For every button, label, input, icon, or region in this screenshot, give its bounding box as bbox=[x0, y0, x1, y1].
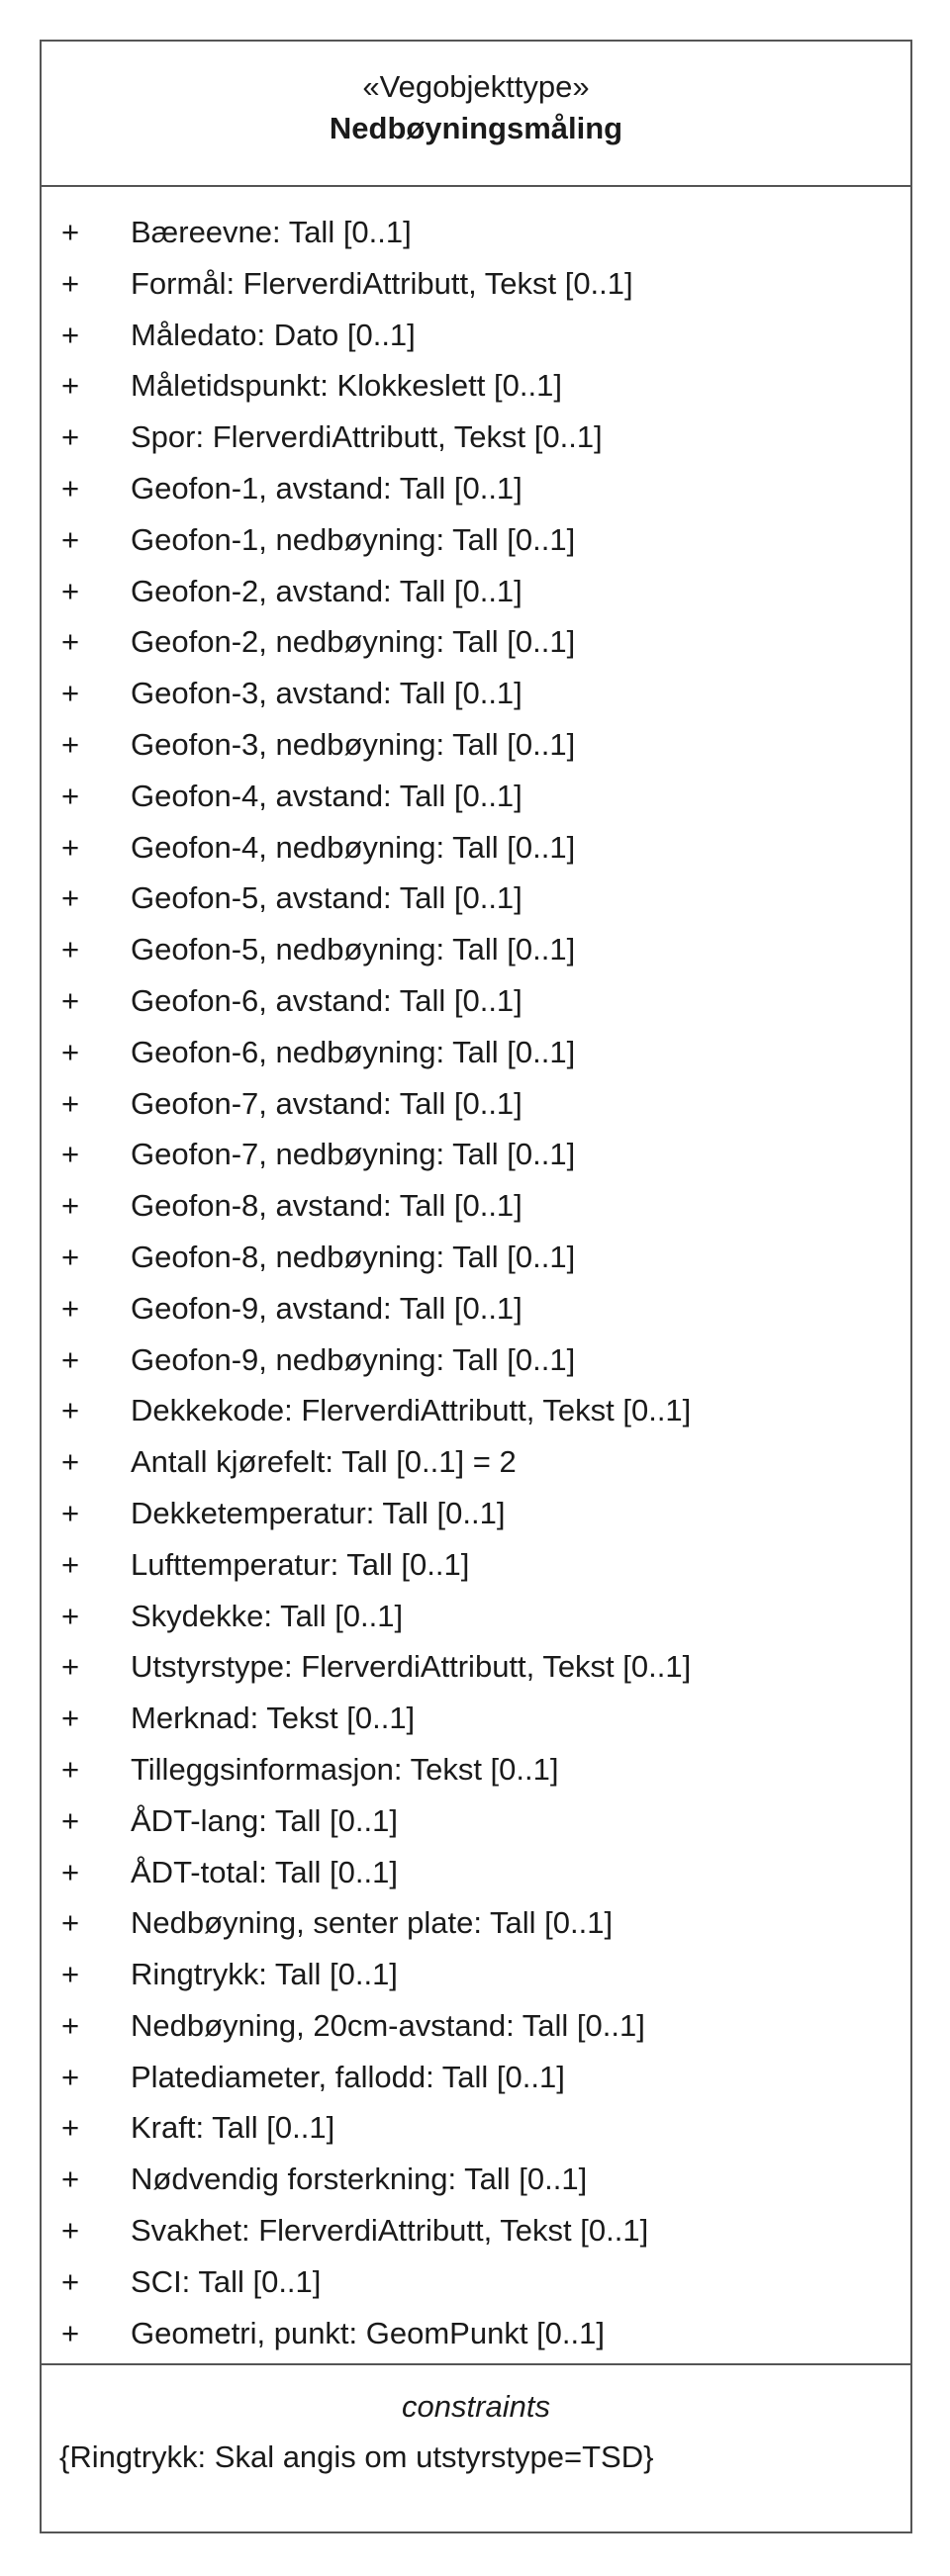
attribute-row bbox=[42, 1232, 910, 1283]
attribute-text: Geofon-5, nedbøyning: Tall [0..1] bbox=[131, 932, 576, 967]
attribute-text: SCI: Tall [0..1] bbox=[131, 2263, 322, 2299]
attribute-visibility: + bbox=[61, 1188, 80, 1224]
attribute-row bbox=[42, 1949, 910, 2000]
class-name: Nedbøyningsmåling bbox=[329, 111, 623, 145]
attribute-text: Geofon-9, avstand: Tall [0..1] bbox=[131, 1290, 522, 1326]
attributes-compartment bbox=[42, 187, 910, 2365]
attribute-row bbox=[42, 2256, 910, 2308]
attribute-row bbox=[42, 1744, 910, 1795]
attribute-row bbox=[42, 1385, 910, 1436]
attribute-visibility: + bbox=[61, 1495, 80, 1530]
attribute-text: Geofon-4, avstand: Tall [0..1] bbox=[131, 778, 522, 813]
attribute-row bbox=[42, 2205, 910, 2256]
attribute-text: Dekketemperatur: Tall [0..1] bbox=[131, 1495, 506, 1530]
attribute-text: Geofon-3, nedbøyning: Tall [0..1] bbox=[131, 726, 576, 762]
attribute-visibility: + bbox=[61, 573, 80, 608]
constraint-item: {Ringtrykk: Skal angis om utstyrstype=TSD} bbox=[59, 2439, 654, 2474]
attribute-row bbox=[42, 463, 910, 514]
attribute-text: Måledato: Dato [0..1] bbox=[131, 317, 416, 352]
attribute-visibility: + bbox=[61, 1085, 80, 1121]
attribute-text: Nedbøyning, 20cm-avstand: Tall [0..1] bbox=[131, 2007, 645, 2043]
attribute-visibility: + bbox=[61, 2213, 80, 2249]
attribute-visibility: + bbox=[61, 932, 80, 967]
attribute-visibility: + bbox=[61, 1239, 80, 1274]
attribute-text: Kraft: Tall [0..1] bbox=[131, 2110, 335, 2146]
attribute-text: Geofon-1, avstand: Tall [0..1] bbox=[131, 470, 522, 506]
attribute-row bbox=[42, 207, 910, 258]
attribute-row bbox=[42, 310, 910, 361]
class-stereotype: «Vegobjekttype» bbox=[362, 69, 590, 104]
attribute-visibility: + bbox=[61, 2110, 80, 2146]
attribute-visibility: + bbox=[61, 1546, 80, 1582]
attribute-visibility: + bbox=[61, 1649, 80, 1685]
attribute-text: Geofon-7, nedbøyning: Tall [0..1] bbox=[131, 1137, 576, 1172]
attribute-text: Måletidspunkt: Klokkeslett [0..1] bbox=[131, 368, 562, 404]
attribute-visibility: + bbox=[61, 1701, 80, 1736]
attribute-text: Geofon-6, nedbøyning: Tall [0..1] bbox=[131, 1034, 576, 1069]
attribute-text: Platediameter, fallodd: Tall [0..1] bbox=[131, 2059, 565, 2094]
attribute-row bbox=[42, 1078, 910, 1130]
class-header bbox=[42, 42, 910, 187]
attribute-visibility: + bbox=[61, 1034, 80, 1069]
attribute-text: Geofon-8, avstand: Tall [0..1] bbox=[131, 1188, 522, 1224]
attribute-visibility: + bbox=[61, 624, 80, 660]
attribute-visibility: + bbox=[61, 2162, 80, 2197]
constraints-compartment bbox=[42, 2365, 910, 2531]
attribute-text: Geofon-5, avstand: Tall [0..1] bbox=[131, 880, 522, 916]
attribute-visibility: + bbox=[61, 1137, 80, 1172]
attribute-row bbox=[42, 1027, 910, 1078]
attribute-row bbox=[42, 771, 910, 822]
attribute-text: ÅDT-total: Tall [0..1] bbox=[131, 1854, 398, 1889]
attribute-visibility: + bbox=[61, 2263, 80, 2299]
attribute-row bbox=[42, 258, 910, 310]
attribute-text: Geofon-4, nedbøyning: Tall [0..1] bbox=[131, 829, 576, 865]
attribute-visibility: + bbox=[61, 419, 80, 455]
attribute-text: Formål: FlerverdiAttributt, Tekst [0..1] bbox=[131, 265, 633, 301]
attribute-row bbox=[42, 616, 910, 668]
attribute-visibility: + bbox=[61, 2059, 80, 2094]
attribute-row bbox=[42, 1180, 910, 1232]
attribute-text: Geofon-7, avstand: Tall [0..1] bbox=[131, 1085, 522, 1121]
attribute-visibility: + bbox=[61, 2315, 80, 2350]
attribute-visibility: + bbox=[61, 726, 80, 762]
attribute-text: Geofon-1, nedbøyning: Tall [0..1] bbox=[131, 521, 576, 557]
attribute-visibility: + bbox=[61, 470, 80, 506]
attribute-row bbox=[42, 1283, 910, 1334]
attribute-text: Tilleggsinformasjon: Tekst [0..1] bbox=[131, 1751, 559, 1787]
attribute-row bbox=[42, 2308, 910, 2359]
attribute-text: Ringtrykk: Tall [0..1] bbox=[131, 1957, 398, 1992]
attribute-row bbox=[42, 2052, 910, 2103]
attribute-visibility: + bbox=[61, 1444, 80, 1480]
attribute-row bbox=[42, 1897, 910, 1949]
attribute-visibility: + bbox=[61, 778, 80, 813]
attribute-text: Merknad: Tekst [0..1] bbox=[131, 1701, 416, 1736]
attribute-row bbox=[42, 412, 910, 463]
attribute-visibility: + bbox=[61, 317, 80, 352]
attribute-visibility: + bbox=[61, 880, 80, 916]
attribute-row bbox=[42, 2000, 910, 2052]
attribute-row bbox=[42, 719, 910, 771]
attribute-text: Antall kjørefelt: Tall [0..1] = 2 bbox=[131, 1444, 517, 1480]
attribute-row bbox=[42, 1488, 910, 1539]
attribute-text: Nødvendig forsterkning: Tall [0..1] bbox=[131, 2162, 588, 2197]
attribute-row bbox=[42, 1795, 910, 1847]
attribute-text: Geofon-2, avstand: Tall [0..1] bbox=[131, 573, 522, 608]
attribute-row bbox=[42, 873, 910, 924]
attribute-row bbox=[42, 1693, 910, 1744]
attribute-visibility: + bbox=[61, 368, 80, 404]
attribute-row bbox=[42, 2154, 910, 2205]
attribute-row bbox=[42, 1591, 910, 1642]
attribute-row bbox=[42, 1847, 910, 1898]
attribute-row bbox=[42, 924, 910, 975]
attribute-text: Geofon-9, nedbøyning: Tall [0..1] bbox=[131, 1341, 576, 1377]
attribute-text: Geofon-2, nedbøyning: Tall [0..1] bbox=[131, 624, 576, 660]
attribute-visibility: + bbox=[61, 1802, 80, 1838]
attribute-visibility: + bbox=[61, 1341, 80, 1377]
attribute-text: Bæreevne: Tall [0..1] bbox=[131, 215, 412, 249]
attribute-row bbox=[42, 1539, 910, 1591]
attribute-text: Geofon-8, nedbøyning: Tall [0..1] bbox=[131, 1239, 576, 1274]
attribute-row bbox=[42, 1436, 910, 1488]
attribute-visibility: + bbox=[61, 1751, 80, 1787]
constraint-list bbox=[42, 2433, 910, 2482]
attribute-row bbox=[42, 1641, 910, 1693]
attribute-row bbox=[42, 975, 910, 1027]
attribute-visibility: + bbox=[61, 1957, 80, 1992]
attribute-row bbox=[42, 514, 910, 566]
attribute-text: Utstyrstype: FlerverdiAttributt, Tekst [0..1] bbox=[131, 1649, 692, 1685]
attribute-text: Nedbøyning, senter plate: Tall [0..1] bbox=[131, 1905, 614, 1941]
attribute-visibility: + bbox=[61, 1854, 80, 1889]
attribute-visibility: + bbox=[61, 521, 80, 557]
attribute-visibility: + bbox=[61, 215, 80, 249]
uml-class-box bbox=[40, 40, 912, 2533]
attribute-visibility: + bbox=[61, 982, 80, 1018]
attribute-text: Spor: FlerverdiAttributt, Tekst [0..1] bbox=[131, 419, 603, 455]
constraints-title: constraints bbox=[402, 2389, 550, 2424]
attribute-text: Geofon-6, avstand: Tall [0..1] bbox=[131, 982, 522, 1018]
attribute-visibility: + bbox=[61, 676, 80, 711]
attribute-text: Svakhet: FlerverdiAttributt, Tekst [0..1] bbox=[131, 2213, 649, 2249]
attribute-row bbox=[42, 668, 910, 719]
attribute-text: Geometri, punkt: GeomPunkt [0..1] bbox=[131, 2315, 606, 2350]
attribute-row bbox=[42, 1334, 910, 1386]
attribute-visibility: + bbox=[61, 1598, 80, 1633]
attribute-visibility: + bbox=[61, 829, 80, 865]
attribute-visibility: + bbox=[61, 2007, 80, 2043]
attribute-row bbox=[42, 1129, 910, 1180]
attribute-text: Dekkekode: FlerverdiAttributt, Tekst [0..1] bbox=[131, 1393, 692, 1428]
attribute-row bbox=[42, 566, 910, 617]
attribute-row bbox=[42, 822, 910, 874]
attribute-visibility: + bbox=[61, 265, 80, 301]
attribute-visibility: + bbox=[61, 1290, 80, 1326]
attribute-text: Lufttemperatur: Tall [0..1] bbox=[131, 1546, 470, 1582]
attribute-row bbox=[42, 360, 910, 412]
attribute-text: Skydekke: Tall [0..1] bbox=[131, 1598, 404, 1633]
attribute-text: ÅDT-lang: Tall [0..1] bbox=[131, 1802, 398, 1838]
attribute-visibility: + bbox=[61, 1905, 80, 1941]
attribute-text: Geofon-3, avstand: Tall [0..1] bbox=[131, 676, 522, 711]
attribute-visibility: + bbox=[61, 1393, 80, 1428]
attribute-row bbox=[42, 2102, 910, 2154]
